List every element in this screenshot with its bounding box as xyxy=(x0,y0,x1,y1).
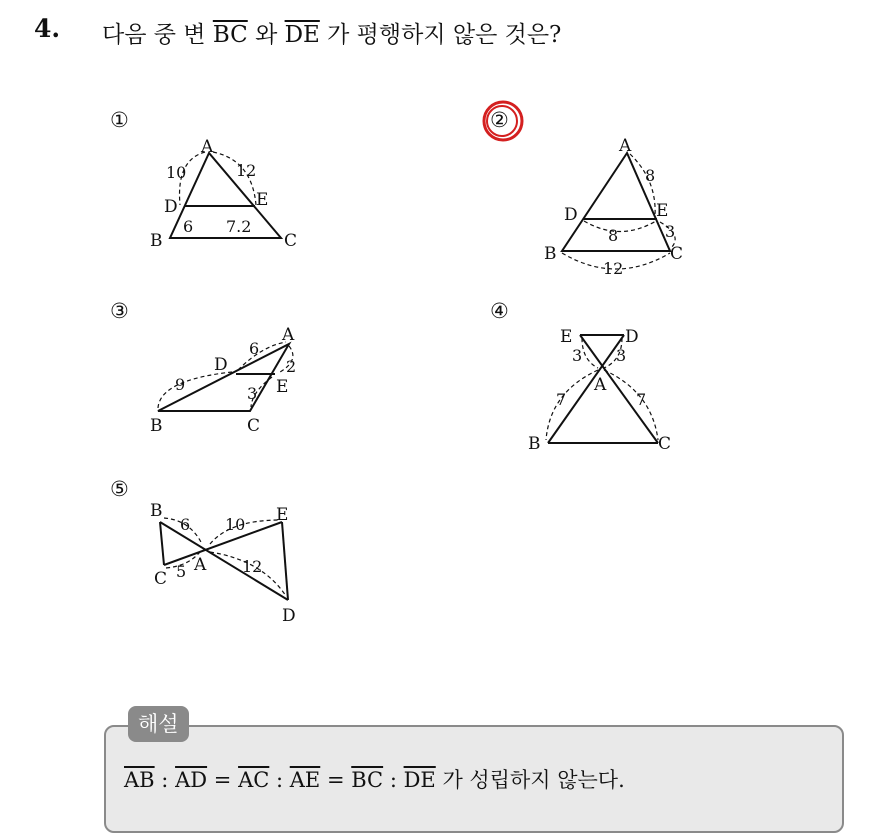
fig1-label-a: A xyxy=(201,137,214,157)
question-number: 4. xyxy=(34,14,61,43)
expl-seg-de: $\overline{DE}$ xyxy=(403,768,436,792)
fig1-label-e: E xyxy=(256,190,269,210)
fig2-value-de: 8 xyxy=(608,226,619,245)
fig4-label-b: B xyxy=(528,434,541,454)
fig5-label-b: B xyxy=(150,501,163,521)
fig1-label-c: C xyxy=(284,231,298,251)
fig2-label-d: D xyxy=(564,205,578,225)
fig4-label-c: C xyxy=(658,434,672,454)
fig4-label-d: D xyxy=(625,327,639,347)
fig3-value-ec: 3 xyxy=(247,384,258,403)
fig4-value-da: 3 xyxy=(616,346,627,365)
segment-bc: $\overline{BC}$ xyxy=(212,22,248,48)
fig3-value-ae: 2 xyxy=(286,357,297,376)
fig3-label-e: E xyxy=(276,377,289,397)
figure-5 xyxy=(150,501,296,626)
fig1-value-ec: 7.2 xyxy=(226,217,252,236)
expl-colon-3: : xyxy=(389,768,397,792)
fig2-label-c: C xyxy=(670,244,684,264)
figure-3 xyxy=(150,325,296,436)
fig3-value-da: 6 xyxy=(249,339,260,358)
expl-seg-ad: $\overline{AD}$ xyxy=(175,768,208,792)
question-prefix: 다음 중 변 xyxy=(102,22,206,48)
fig5-label-a: A xyxy=(194,555,207,575)
option-3-marker[interactable]: ③ xyxy=(110,299,129,323)
fig4-label-a: A xyxy=(594,375,607,395)
fig1-value-ae: 12 xyxy=(236,161,257,180)
expl-eq-2: = xyxy=(326,768,345,792)
fig2-value-bc: 12 xyxy=(603,259,624,278)
fig4-value-ea: 3 xyxy=(572,346,583,365)
expl-seg-ab: $\overline{AB}$ xyxy=(124,768,155,792)
fig4-label-e: E xyxy=(560,327,573,347)
expl-suffix: 가 성립하지 않는다. xyxy=(442,768,625,792)
fig5-label-d: D xyxy=(282,606,296,626)
expl-seg-ae: $\overline{AE}$ xyxy=(289,768,321,792)
fig5-value-ba: 6 xyxy=(180,515,191,534)
answer-circle-mark xyxy=(484,102,522,140)
figure-1 xyxy=(150,137,297,251)
fig1-label-d: D xyxy=(164,197,178,217)
fig2-value-ae: 8 xyxy=(645,166,656,185)
fig3-value-bd: 9 xyxy=(175,375,186,394)
fig1-label-b: B xyxy=(150,231,163,251)
option-5-marker[interactable]: ⑤ xyxy=(110,477,129,501)
expl-colon-2: : xyxy=(275,768,284,792)
expl-colon-1: : xyxy=(161,768,169,792)
explanation-text xyxy=(124,764,625,794)
fig5-label-c: C xyxy=(154,569,168,589)
fig5-value-ad: 12 xyxy=(242,557,263,576)
fig5-label-e: E xyxy=(276,505,289,525)
fig2-label-b: B xyxy=(544,244,557,264)
fig3-label-c: C xyxy=(247,416,261,436)
expl-seg-ac: $\overline{AC}$ xyxy=(238,768,270,792)
fig2-label-a: A xyxy=(619,136,632,156)
figure-4 xyxy=(528,327,671,454)
question-middle: 와 xyxy=(255,22,278,48)
figure-2 xyxy=(544,136,683,278)
fig2-value-ec: 3 xyxy=(665,222,676,241)
fig4-value-ac: 7 xyxy=(636,390,647,409)
fig3-label-d: D xyxy=(214,355,228,375)
fig5-value-ca: 5 xyxy=(176,562,187,581)
option-2-marker[interactable]: ② xyxy=(490,108,509,132)
fig3-label-a: A xyxy=(282,325,295,345)
option-4-marker[interactable]: ④ xyxy=(490,299,509,323)
segment-de: $\overline{DE}$ xyxy=(284,22,320,48)
fig2-label-e: E xyxy=(656,201,669,221)
fig4-value-ab: 7 xyxy=(556,390,567,409)
expl-eq-1: = xyxy=(213,768,232,792)
fig5-value-ae: 10 xyxy=(225,515,246,534)
fig3-label-b: B xyxy=(150,416,163,436)
fig1-value-db: 6 xyxy=(183,217,194,236)
question-suffix: 가 평행하지 않은 것은? xyxy=(327,22,562,48)
expl-seg-bc: $\overline{BC}$ xyxy=(351,768,384,792)
fig1-value-ad: 10 xyxy=(166,163,187,182)
option-1-marker[interactable]: ① xyxy=(110,108,129,132)
explanation-tag: 해설 xyxy=(128,706,189,742)
